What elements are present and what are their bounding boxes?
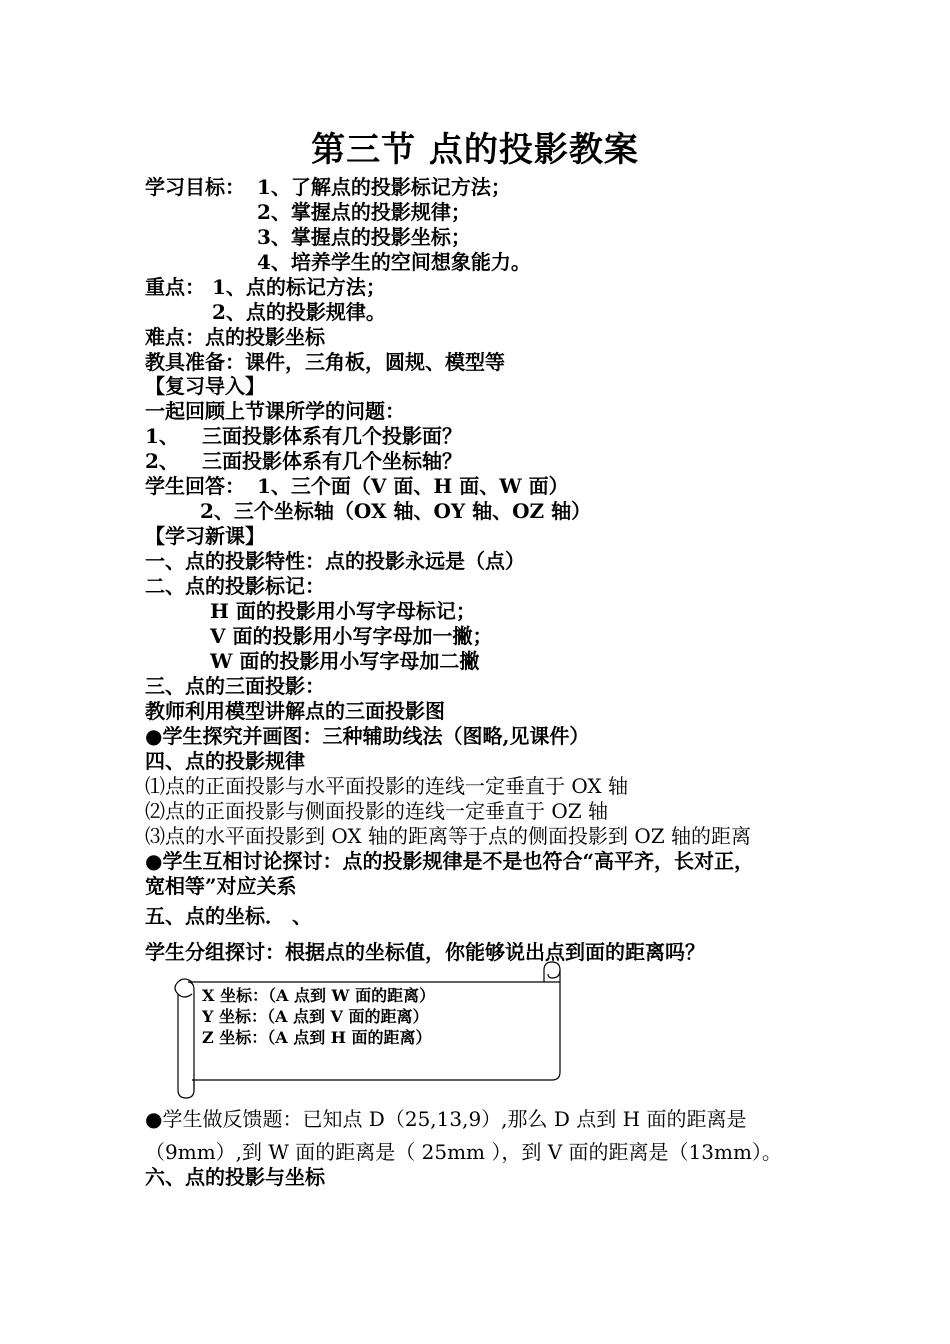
discussion-line: 宽相等”对应关系 <box>145 874 297 898</box>
section-1: 一、点的投影特性：点的投影永远是（点） <box>145 549 525 573</box>
answer-line: 2、三个坐标轴（OX 轴、OY 轴、OZ 轴） <box>200 499 592 523</box>
key-point-item: 1、点的标记方法； <box>212 275 386 299</box>
coordinate-scroll <box>168 960 564 1100</box>
group-discussion: 学生分组探讨：根据点的坐标值，你能够说出点到面的距离吗？ <box>145 940 705 964</box>
feedback-line: ●学生做反馈题：已知点 D（25,13,9）,那么 D 点到 H 面的距离是 <box>145 1107 747 1131</box>
objective-item: 3、掌握点的投影坐标； <box>257 225 471 249</box>
review-question: 三面投影体系有几个坐标轴？ <box>202 449 462 473</box>
projection-rule: ⑵点的正面投影与侧面投影的连线一定垂直于 OZ 轴 <box>145 799 609 823</box>
section-3-line: 教师利用模型讲解点的三面投影图 <box>145 699 445 723</box>
discussion-line: ●学生互相讨论探讨：点的投影规律是不是也符合“高平齐，长对正， <box>145 849 754 873</box>
review-intro: 一起回顾上节课所学的问题： <box>145 399 405 423</box>
section-4: 四、点的投影规律 <box>145 749 305 773</box>
answer-label: 学生回答： <box>145 474 245 498</box>
section-2-item: V 面的投影用小写字母加一撇； <box>210 624 493 648</box>
objective-item: 1、了解点的投影标记方法； <box>257 175 511 199</box>
key-points-label: 重点： <box>145 275 205 299</box>
review-question: 三面投影体系有几个投影面？ <box>202 424 462 448</box>
feedback-line: （9mm）,到 W 面的距离是（ 25mm ），到 V 面的距离是（13mm）。 <box>145 1140 782 1164</box>
review-question-number: 1、 <box>145 424 179 448</box>
section-5: 五、点的坐标． 、 <box>145 904 312 928</box>
scroll-line-y: Y 坐标：（A 点到 V 面的距离） <box>202 1007 429 1026</box>
answer-line: 1、三个面（V 面、H 面、W 面） <box>257 474 569 498</box>
projection-rule: ⑴点的正面投影与水平面投影的连线一定垂直于 OX 轴 <box>145 774 628 798</box>
review-heading: 【复习导入】 <box>145 374 265 398</box>
key-point-item: 2、点的投影规律。 <box>212 300 386 324</box>
review-question-number: 2、 <box>145 449 179 473</box>
section-3: 三、点的三面投影： <box>145 674 325 698</box>
section-2-item: H 面的投影用小写字母标记； <box>210 599 476 623</box>
scroll-line-x: X 坐标：（A 点到 W 面的距离） <box>202 986 436 1005</box>
section-2: 二、点的投影标记： <box>145 574 325 598</box>
new-lesson-heading: 【学习新课】 <box>145 524 265 548</box>
page-title: 第三节 点的投影教案 <box>311 130 639 170</box>
scroll-line-z: Z 坐标：（A 点到 H 面的距离） <box>202 1028 432 1047</box>
section-2-item: W 面的投影用小写字母加二撇 <box>210 649 480 673</box>
section-3-explore: ●学生探究并画图：三种辅助线法（图略,见课件） <box>145 724 590 748</box>
projection-rule: ⑶点的水平面投影到 OX 轴的距离等于点的侧面投影到 OZ 轴的距离 <box>145 824 752 848</box>
objectives-label: 学习目标： <box>145 175 245 199</box>
section-6: 六、点的投影与坐标 <box>145 1165 325 1189</box>
materials-line: 教具准备：课件，三角板，圆规、模型等 <box>145 350 505 374</box>
objective-item: 2、掌握点的投影规律； <box>257 200 471 224</box>
difficulty-line: 难点：点的投影坐标 <box>145 325 325 349</box>
objective-item: 4、培养学生的空间想象能力。 <box>257 250 531 274</box>
